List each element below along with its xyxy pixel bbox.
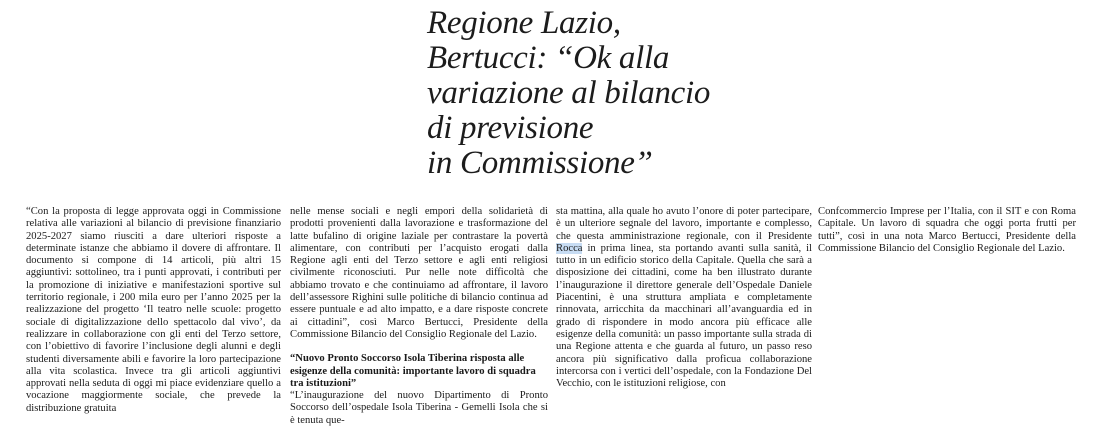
- text-column-1: [26, 206, 281, 415]
- headline-line: variazione al bilancio: [427, 75, 711, 111]
- headline-line: Regione Lazio,: [427, 5, 621, 41]
- body-paragraph: Confcommercio Imprese per l’Italia, con il SIT e con Roma Capitale. Un lavoro di squadra che oggi porta frutti per tutti”, così in una nota Marco Bertucci, Presidente della Commissione Bilancio del Consiglio Regionale del Lazio.: [818, 206, 1076, 254]
- section-subheading: “Nuovo Pronto Soccorso Isola Tiberina risposta alle esigenze della comunità: importante lavoro di squadra tra istituzioni”: [290, 353, 536, 389]
- text-column-4: [818, 206, 1076, 255]
- body-paragraph: nelle mense sociali e negli empori della solidarietà di prodotti provenienti dalla lavorazione e trasformazione del latte bufalino di origine laziale per contrastare la povertà alimentare, con contributi per l’acquisto erogati dalla Regione agli enti del Terzo settore e agli enti religiosi civilmente riconosciuti. Pur nelle note difficoltà che abbiamo trovato e che continuiamo ad affrontare, il lavoro dell’assessore Righini sulle politiche di bilancio continua ad essere puntuale e ad alto impatto, e a dare risposte concrete ai cittadini”, così Marco Bertucci, Presidente della Commissione Bilancio del Consiglio Regionale del Lazio.: [290, 206, 548, 340]
- paragraph-text: sta mattina, alla quale ho avuto l’onore di poter partecipare, è un ulteriore segnale del lavoro, importante e complesso, che questa amministrazione regionale, con il Presidente: [556, 206, 812, 242]
- headline-line: di previsione: [427, 110, 594, 146]
- headline-line: in Commissione”: [427, 145, 653, 181]
- body-paragraph: “L’inaugurazione del nuovo Dipartimento di Pronto Soccorso dell’ospedale Isola Tiberina - Gemelli Isola che si è tenuta que-: [290, 390, 548, 426]
- body-paragraph: “Con la proposta di legge approvata oggi in Commissione relativa alle variazioni al bilancio di previsione finanziario 2025-2027 siamo riusciti a dare ulteriori risposte a determinate istanze che abbiamo il dovere di affrontare. Il documento si compone di 14 articoli, più altri 15 aggiuntivi: sottolineo, tra i punti approvati, i contributi per la promozione di iniziative e manifestazioni sportive sul territorio regionale, i 200 mila euro per l’anno 2025 per la realizzazione del progetto ‘Il teatro nelle scuole: progetto sociale di digitalizzazione dello spettacolo dal vivo’, da realizzare in collaborazione con gli enti del Terzo settore, con l’obiettivo di favorire l’inclusione degli alunni e degli studenti diversamente abili e favorire la loro partecipazione alla vita scolastica. Invece tra gli articoli aggiuntivi approvati nella seduta di oggi mi piace evidenziare quello a vocazione maggiormente sociale, che prevede la distribuzione gratuita: [26, 206, 281, 414]
- article-headline: [427, 6, 747, 181]
- body-paragraph: [556, 206, 812, 390]
- text-column-2: [290, 206, 548, 427]
- search-highlight: Rocca: [556, 242, 583, 254]
- headline-line: Bertucci: “Ok alla: [427, 40, 670, 76]
- text-column-3: [556, 206, 812, 390]
- paragraph-text: in prima linea, sta portando avanti sulla sanità, il tutto in un edificio storico della Capitale. Quella che sarà a disposizione dei cittadini, come ha ben illustrato durante l’inaugurazione il direttore generale dell’Ospedale Daniele Piacentini, è una struttura ampliata e completamente rinnovata, arricchita da macchinari all’avanguardia ed in grado di rispondere in modo ancora più efficace alle esigenze della comunità: un passo importante sulla strada di una Regione attenta e che guarda al futuro, un passo reso ancora più significativo dalla proficua collaborazione intercorsa con i vertici dell’ospedale, con la Fondazione Del Vecchio, con le istituzioni religiose, con: [556, 242, 812, 390]
